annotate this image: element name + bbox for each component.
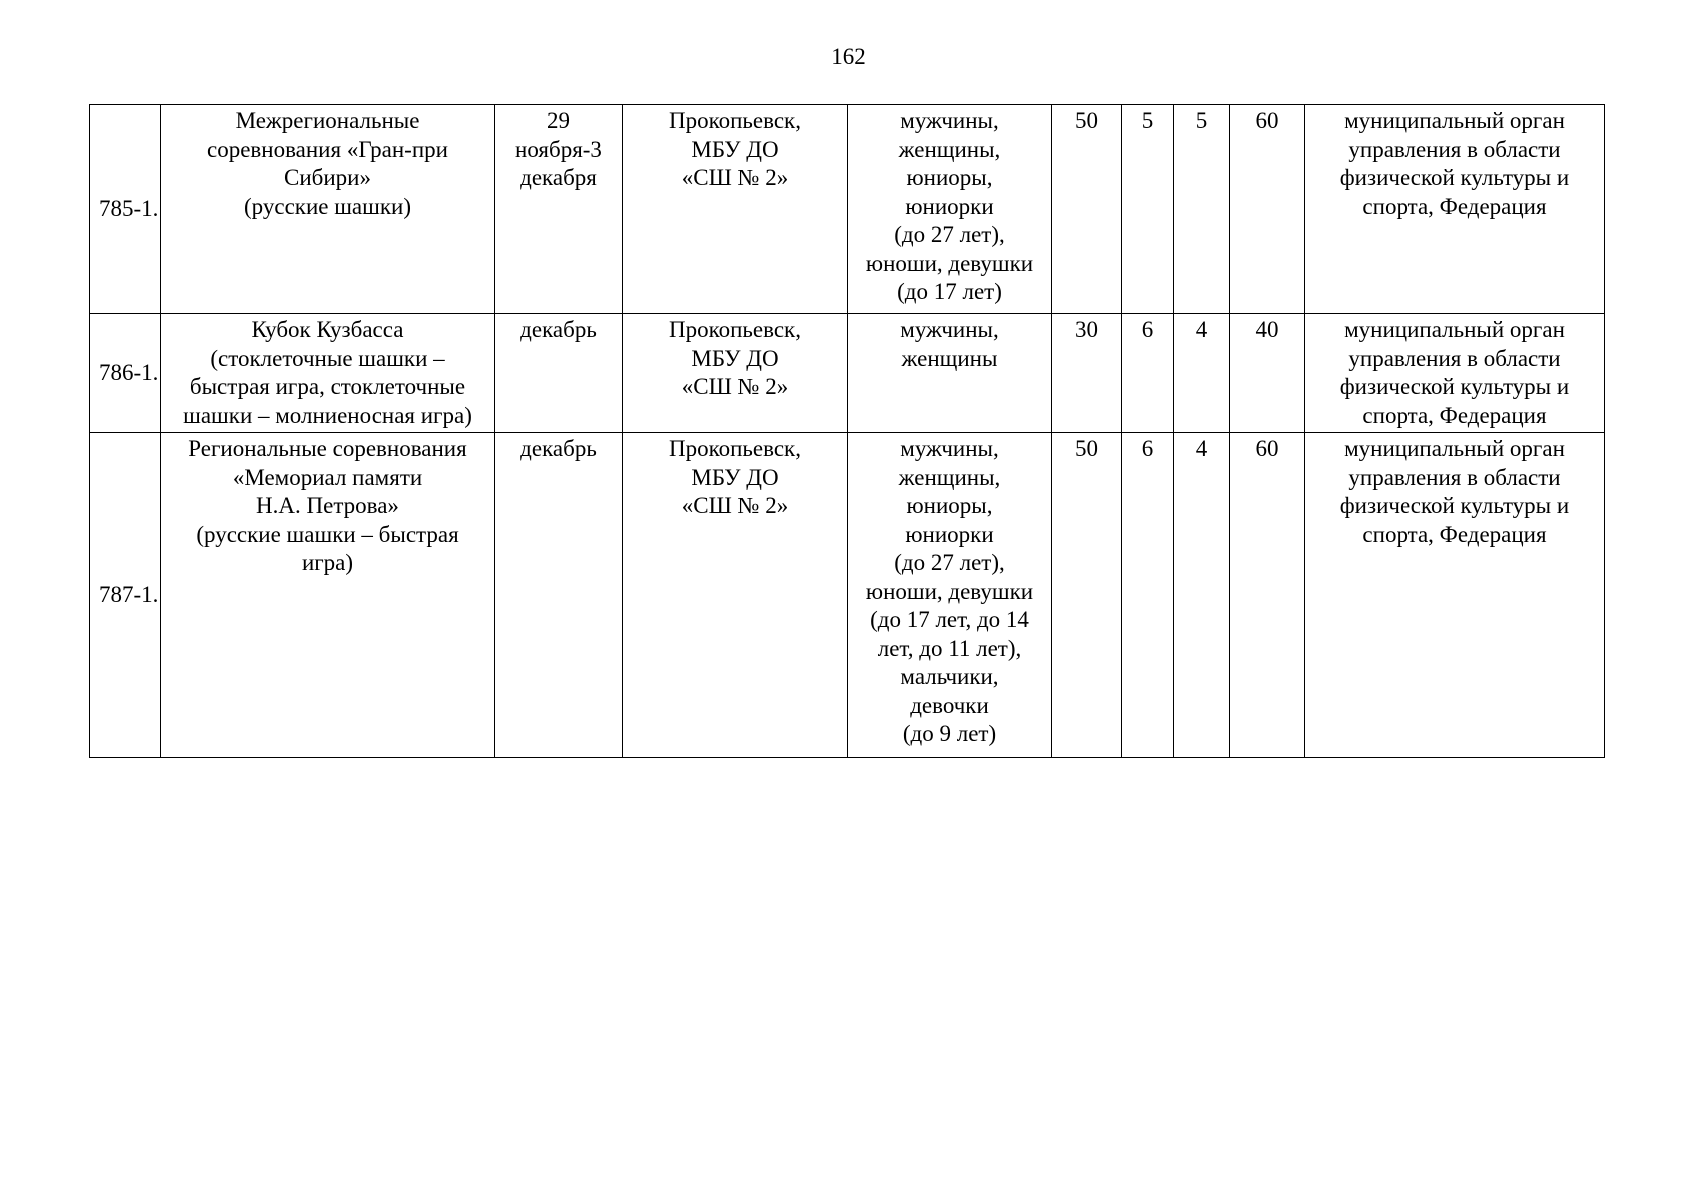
event-dates-line: декабря: [520, 165, 597, 190]
event-dates-line: декабрь: [520, 436, 597, 461]
event-name-line: (русские шашки): [244, 193, 411, 219]
events-table: [89, 104, 1605, 758]
event-dates: [495, 433, 623, 758]
event-venue-line: Прокопьевск,: [669, 108, 801, 133]
event-organizer: [1305, 314, 1605, 433]
event-participants: [848, 105, 1052, 314]
count-cell-3: 4: [1174, 433, 1230, 758]
event-venue-line: МБУ ДО: [691, 136, 779, 162]
organizer-line: физической культуры и: [1339, 493, 1570, 518]
event-venue-line: МБУ ДО: [691, 464, 779, 490]
event-venue-line: Прокопьевск,: [669, 436, 801, 461]
participants-line: (до 17 лет): [897, 279, 1002, 304]
event-venue: [623, 433, 848, 758]
participants-line: женщины,: [898, 136, 1001, 162]
event-venue-line: Прокопьевск,: [669, 317, 801, 342]
event-name-line: (русские шашки – быстрая: [196, 521, 459, 547]
page-number: 162: [831, 44, 866, 69]
event-name-line: быстрая игра, стоклеточные: [189, 374, 466, 399]
participants-line: юниорки: [905, 193, 994, 219]
event-dates: [495, 314, 623, 433]
event-name: [161, 105, 495, 314]
event-venue-line: «СШ № 2»: [681, 374, 789, 399]
organizer-line: спорта, Федерация: [1362, 193, 1547, 219]
organizer-line: физической культуры и: [1339, 165, 1570, 190]
participants-line: юниоры,: [906, 493, 993, 518]
row-number: 785-1.: [90, 105, 161, 314]
event-participants: [848, 433, 1052, 758]
count-cell-2: 5: [1122, 105, 1174, 314]
participants-line: мужчины,: [900, 108, 999, 133]
participants-line: мальчики,: [900, 664, 999, 689]
count-cell-3: 5: [1174, 105, 1230, 314]
event-name-line: Межрегиональные: [235, 108, 420, 133]
event-name-line: Сибири»: [284, 165, 371, 190]
event-name-line: Н.А. Петрова»: [256, 493, 399, 518]
event-name: [161, 314, 495, 433]
event-name-line: Кубок Кузбасса: [251, 317, 404, 342]
event-name-line: игра): [301, 550, 354, 575]
event-name-line: (стоклеточные шашки –: [210, 345, 445, 371]
organizer-line: спорта, Федерация: [1362, 402, 1547, 428]
event-name: [161, 433, 495, 758]
organizer-line: муниципальный орган: [1344, 317, 1565, 342]
event-name-line: соревнования «Гран-при: [207, 136, 448, 162]
event-organizer: [1305, 105, 1605, 314]
table-row: [90, 314, 1605, 433]
participants-line: юноши, девушки: [865, 250, 1034, 276]
participants-line: мужчины,: [900, 317, 999, 342]
participants-line: мужчины,: [900, 436, 999, 461]
event-dates: [495, 105, 623, 314]
row-number: 786-1.: [90, 314, 161, 433]
event-venue-line: МБУ ДО: [691, 345, 779, 371]
event-dates-line: декабрь: [520, 317, 597, 342]
event-dates-line: 29: [547, 108, 570, 133]
organizer-line: физической культуры и: [1339, 374, 1570, 399]
participants-line: девочки: [910, 692, 989, 718]
count-cell-1: 50: [1052, 105, 1122, 314]
event-dates-line: ноября-3: [515, 136, 602, 162]
participants-line: (до 27 лет),: [894, 222, 1005, 247]
organizer-line: управления в области: [1348, 136, 1561, 162]
event-venue: [623, 314, 848, 433]
participants-line: юниорки: [905, 521, 994, 547]
organizer-line: управления в области: [1348, 345, 1561, 371]
event-organizer: [1305, 433, 1605, 758]
table-row: [90, 433, 1605, 758]
participants-line: (до 17 лет, до 14: [870, 607, 1029, 632]
event-participants: [848, 314, 1052, 433]
organizer-line: спорта, Федерация: [1362, 521, 1547, 547]
participants-line: женщины,: [898, 464, 1001, 490]
count-cell-4: 60: [1230, 433, 1305, 758]
count-cell-2: 6: [1122, 433, 1174, 758]
count-cell-3: 4: [1174, 314, 1230, 433]
row-number: 787-1.: [90, 433, 161, 758]
count-cell-4: 40: [1230, 314, 1305, 433]
participants-line: (до 9 лет): [902, 721, 997, 746]
event-venue-line: «СШ № 2»: [681, 493, 789, 518]
organizer-line: управления в области: [1348, 464, 1561, 490]
event-name-line: Региональные соревнования: [188, 436, 467, 461]
table-row: [90, 105, 1605, 314]
participants-line: женщины: [901, 345, 998, 371]
event-venue-line: «СШ № 2»: [681, 165, 789, 190]
count-cell-4: 60: [1230, 105, 1305, 314]
participants-line: (до 27 лет),: [894, 550, 1005, 575]
count-cell-1: 30: [1052, 314, 1122, 433]
count-cell-1: 50: [1052, 433, 1122, 758]
participants-line: лет, до 11 лет),: [877, 635, 1022, 661]
event-venue: [623, 105, 848, 314]
organizer-line: муниципальный орган: [1344, 436, 1565, 461]
organizer-line: муниципальный орган: [1344, 108, 1565, 133]
participants-line: юниоры,: [906, 165, 993, 190]
participants-line: юноши, девушки: [865, 578, 1034, 604]
count-cell-2: 6: [1122, 314, 1174, 433]
event-name-line: «Мемориал памяти: [232, 464, 423, 490]
event-name-line: шашки – молниеносная игра): [183, 402, 472, 428]
